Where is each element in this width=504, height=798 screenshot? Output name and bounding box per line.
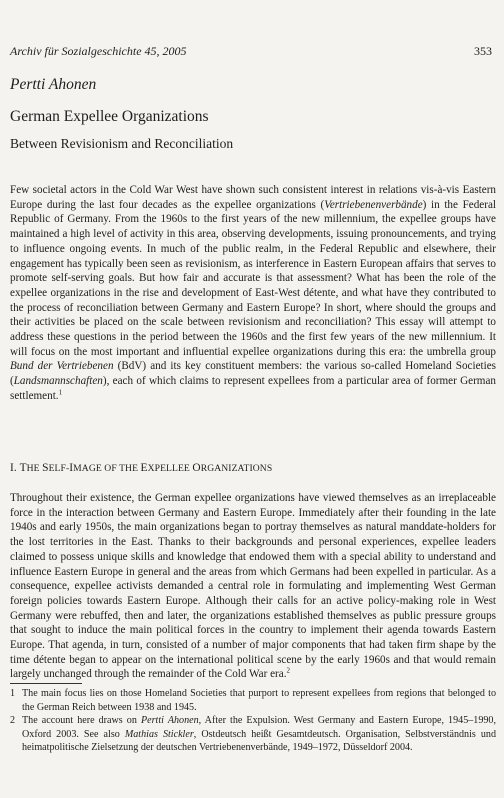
article-subtitle: Between Revisionism and Reconciliation xyxy=(10,136,234,151)
footnote-ref-2[interactable]: 2 xyxy=(286,666,290,675)
footnote-text: The main focus lies on those Homeland Societies that purport to represent expellees from regions that belonged to the German Reich between 1938 and 1945. xyxy=(22,688,496,713)
footnote-text: The account here draws on Pertti Ahonen, After the Expulsion. West Germany and Eastern Europe, 1945–1990, Oxford 2003. See also Mathias Stickler, Ostdeutsch heißt Gesamtdeutsch. Organisation, Selbstverständnis und heimatpolitische Zielsetzung der deutschen Vertriebenenverbände, 1949–1972, Düsseldorf 2004. xyxy=(22,715,497,753)
cited-author-stickler: Mathias Stickler xyxy=(124,728,194,740)
term-bund-der-vertriebenen: Bund der Vertriebenen xyxy=(10,360,114,373)
footnote-1 xyxy=(10,687,496,714)
footnote-number: 1 xyxy=(10,688,16,699)
footnote-2 xyxy=(10,714,496,755)
term-landsmannschaften: Landsmannschaften xyxy=(13,375,103,388)
term-vertriebenenverbaende: Vertriebenenverbände xyxy=(324,198,423,211)
running-header xyxy=(10,44,492,59)
article-author: Pertti Ahonen xyxy=(10,76,97,93)
footnote-number: 2 xyxy=(10,715,16,726)
section-body-paragraph: Throughout their existence, the German expellee organizations have viewed themselves as an irreplaceable force in the interaction between Germany and Eastern Europe. Immediately after their founding in the late 1940s and early 1950s, the main organizations began to portray themselves as natural manddate-holders for the lost territories in the East. Thanks to their backgrounds and personal experiences, expellee leaders claimed to possess unique skills and knowledge that endowed them with a special ability to understand and influence Eastern Europe in general and the areas from which Germans had been expelled in particular. As a consequence, expellee activists demanded a central role in formulating and implementing West German foreign policies towards Eastern Europe. Although their calls for an active policy-making role in West Germany were rebuffed, then and later, the organizations established themselves as public pressure groups that sought to induce the main political forces in the country to implement their agenda towards Eastern Europe. That agenda, in turn, consisted of a number of major components that had taken firm shape by the time détente began to appear on the international political scene by the early 1960s and that would remain largely unchanged through the remainder of the Cold War era.$^2$ xyxy=(10,492,496,681)
footnote-divider xyxy=(10,683,82,684)
cited-author-ahonen: Pertti Ahonen xyxy=(140,715,199,726)
article-title: German Expellee Organizations xyxy=(10,108,209,125)
intro-paragraph: Few societal actors in the Cold War West have shown such consistent interest in relations vis-à-vis Eastern Europe during the last four decades as the expellee organizations (Vertriebenenverbände) in the Federal Republic of Germany. From the 1960s to the first years of the new millennium, the expellee groups have maintained a high level of activity in this area, observing developments, issuing pronouncements, and trying to influence ongoing events. In much of the public realm, in the Federal Republic and elsewhere, their engagement has typically been seen as revisionism, as interference in Eastern European affairs that serves to promote self-serving goals. But how fair and accurate is that assessment? What has been the role of the expellee organizations in the rise and development of East-West détente, and what have they contributed to the process of reconciliation between Germany and Eastern Europe? In short, where should the groups and their activities be placed on the scale between revisionism and reconciliation? This essay will attempt to address these questions in the period between the 1960s and the first few years of the new millennium. It will focus on the most important and influential expellee organizations during this era: the umbrella group Bund der Vertriebenen (BdV) and its key constituent members: the various so-called Homeland Societies (Landsmannschaften), each of which claims to represent expellees from a particular area of former German settlement.$^1$ xyxy=(10,184,497,402)
section-heading: I. THE SELF-IMAGE OF THE EXPELLEE ORGANIZATIONS xyxy=(10,462,273,474)
page-number: 353 xyxy=(474,44,492,58)
footnote-ref-1[interactable]: 1 xyxy=(58,388,63,397)
journal-title: Archiv für Sozialgeschichte 45, 2005 xyxy=(10,44,187,58)
